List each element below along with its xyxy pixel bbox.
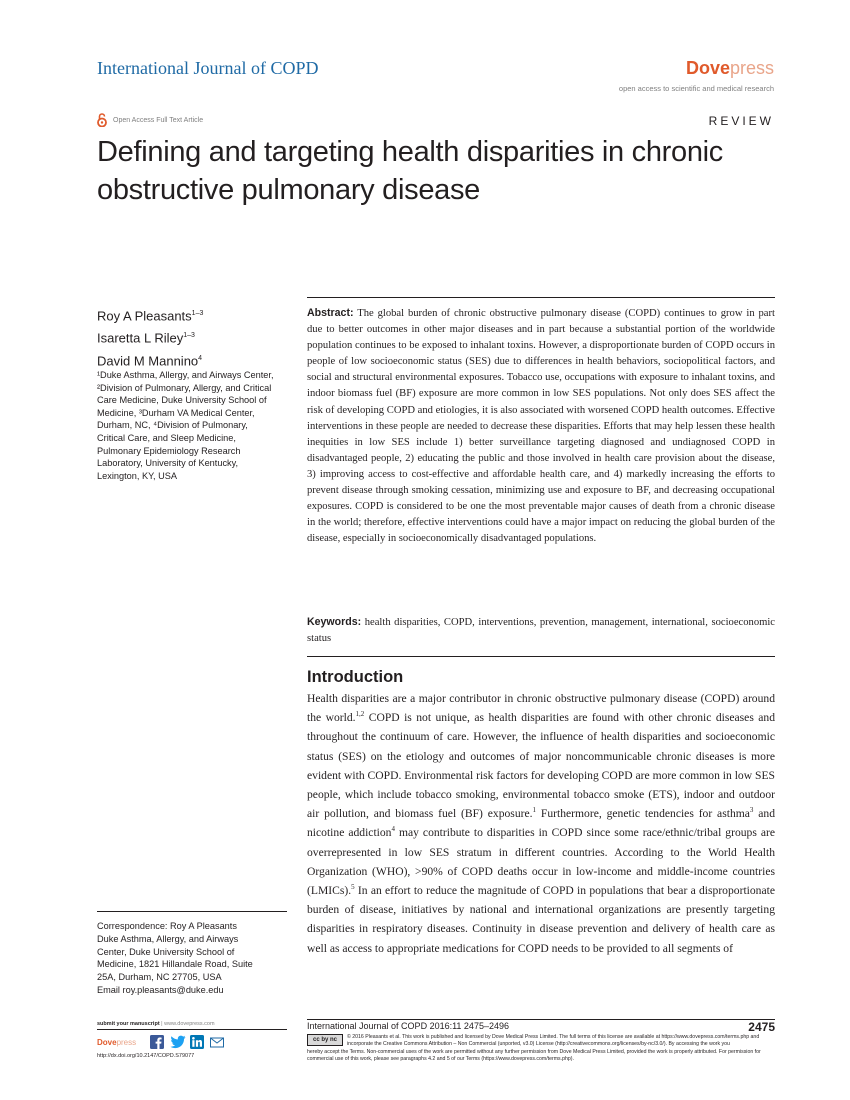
brand-suffix: press [729, 58, 774, 78]
keywords [307, 614, 775, 647]
author: Isaretta L Riley$^{1-3}$ [97, 330, 195, 346]
section-heading-introduction: Introduction [307, 668, 404, 686]
open-access-row [97, 113, 203, 127]
citation-ref[interactable]: 5 [351, 883, 355, 892]
license-text-continued: hereby accept the Terms. Non-commercial uses of the work are permitted without any further permission from Dove Medical Press Limited, provided the work is properly attributed. For permission for commercial use of this work, please see paragraphs 4.2 and 5 of our Terms (https://www.dovepress.com/terms.php). [307, 1049, 761, 1063]
citation-ref[interactable]: 1,2 [355, 710, 365, 719]
dovepress-logo[interactable] [686, 58, 774, 79]
footer-divider [307, 1019, 775, 1020]
author: David M Mannino$^4$ [97, 352, 203, 368]
footer-logo-row [97, 1035, 287, 1049]
page-number: 2475 [748, 1020, 775, 1034]
linkedin-icon[interactable] [190, 1035, 204, 1049]
footer-dovepress-logo[interactable]: Dovepress [97, 1037, 137, 1047]
correspondence-divider [97, 911, 287, 912]
email-icon[interactable] [210, 1035, 224, 1049]
submit-manuscript-link[interactable]: submit your manuscript | www.dovepress.com [97, 1021, 287, 1030]
social-icons [150, 1035, 224, 1049]
introduction-body: Health disparities are a major contributor in chronic obstructive pulmonary disease (COPD) around the world.$^{1,2}$ COPD is not unique, as health disparities are found with other chronic diseases and throughout the continuum of care. However, the influence of health disparities and socioeconomic status (SES) on the etiology and outcomes of major noncommunicable chronic diseases is more evident with COPD. Environmental risk factors for developing COPD are more common in low SES people, which include tobacco smoking, environmental tobacco smoke (ETS), indoor and outdoor air pollution, and biomass fuel (BF) exposure.$^1$ Furthermore, genetic tendencies for asthma$^3$ and nicotine addiction$^4$ may contribute to disparities in COPD since some race/ethnic/tribal groups are overrepresented in low SES stratum in different countries. According to the World Health Organization (WHO), >90% of COPD deaths occur in low-income and middle-income countries (LMICs).$^5$ In an effort to reduce the magnitude of COPD in populations that bear a disproportionate burden of disease, initiatives by national and international organizations are presently targeting disparities in respiratory diseases. Continuity in disease prevention and delivery of health care as well as access to appropriate medications for COPD needs to be provided to all segments of [307, 692, 775, 955]
citation-ref[interactable]: 3 [749, 806, 754, 815]
abstract-text: The global burden of chronic obstructive pulmonary disease (COPD) continues to grow in part due to better outcomes in other major diseases and in part because a substantial portion of the worldwide population continues to be exposed to inhalant toxins. However, a disproportionate burden of COPD occurs in people of low socioeconomic status (SES) due to differences in health behaviors, sociopolitical factors, and social and structural environmental exposures. Tobacco use, occupations with exposure to inhalant toxins, and indoor biomass fuel (BF) exposure are more common in low SES populations. Not only does SES affect the risk of developing COPD and etiologies, it is also associated with worsened COPD health outcomes. Effective interventions in these people are needed to decrease these disparities. Efforts that may help lessen these health inequities in low SES include 1) better surveillance targeting diagnosed and undiagnosed COPD in disadvantaged people, 2) educating the public and those involved in health care provision about the disease, 3) improving access to cost-effective and affordable health care, and 4) markedly increasing the efforts to prevent disease through smoking cessation, minimizing use and exposure to BF, and decreasing occupational exposures. COPD is considered to be one the most preventable major causes of death from a chronic disease in the world; therefore, effective interventions could have a major impact on reducing the global burden of the disease, especially in socioeconomically disadvantaged populations. [307, 308, 775, 545]
author: Roy A Pleasants$^{1-3}$ [97, 308, 204, 324]
footer-publisher-block [97, 1021, 287, 1059]
abstract-label: Abstract: [307, 307, 354, 319]
open-access-label: Open Access Full Text Article [113, 116, 204, 124]
open-access-lock-icon [97, 113, 107, 127]
creative-commons-badge[interactable]: cc by nc [307, 1034, 343, 1046]
abstract [307, 305, 775, 547]
journal-title[interactable]: International Journal of COPD [97, 58, 319, 78]
correspondence: Correspondence: Roy A Pleasants Duke Asthma, Allergy, and Airways Center, Duke University School of Medicine, 1821 Hillandale Road, Suite 25A, Durham, NC 27705, USA Email roy.pleasants@duke.edu [97, 920, 277, 997]
abstract-top-divider [307, 297, 775, 298]
abstract-bottom-divider [307, 656, 775, 657]
twitter-icon[interactable] [170, 1035, 184, 1049]
article-title: Defining and targeting health disparities in chronic obstructive pulmonary disease [97, 136, 724, 206]
facebook-icon[interactable] [150, 1035, 164, 1049]
keywords-text: health disparities, COPD, interventions, prevention, management, international, socioeconomic status [307, 617, 775, 644]
citation-ref[interactable]: 1 [532, 806, 537, 815]
brand-main: Dove [685, 58, 730, 78]
doi-link[interactable]: http://dx.doi.org/10.2147/COPD.S79077 [97, 1053, 195, 1059]
author-list [97, 304, 203, 371]
correspondence-email[interactable]: Email roy.pleasants@duke.edu [97, 984, 224, 995]
journal-citation: International Journal of COPD 2016:11 2475–2496 [307, 1021, 509, 1031]
license-text: © 2016 Pleasants et al. This work is published and licensed by Dove Medical Press Limited. The full terms of this license are available at https://www.dovepress.com/terms.php and incorporate the Creative Commons Attribution – Non Commercial (unported, v3.0) License (http://creativecommons.org/licenses/by-nc/3.0/). By accessing the work you [347, 1034, 760, 1048]
article-type: REVIEW [708, 114, 774, 128]
affiliations: ¹Duke Asthma, Allergy, and Airways Center, ²Division of Pulmonary, Allergy, and Critical Care Medicine, Duke University School of Medicine, ³Durham VA Medical Center, Durham, NC, ⁴Division of Pulmonary, Critical Care, and Sleep Medicine, Pulmonary Epidemiology Research Laboratory, University of Kentucky, Lexington, KY, USA [97, 370, 274, 481]
citation-ref[interactable]: 4 [391, 825, 395, 834]
keywords-label: Keywords: [307, 616, 362, 628]
publisher-tagline: open access to scientific and medical research [618, 84, 774, 93]
